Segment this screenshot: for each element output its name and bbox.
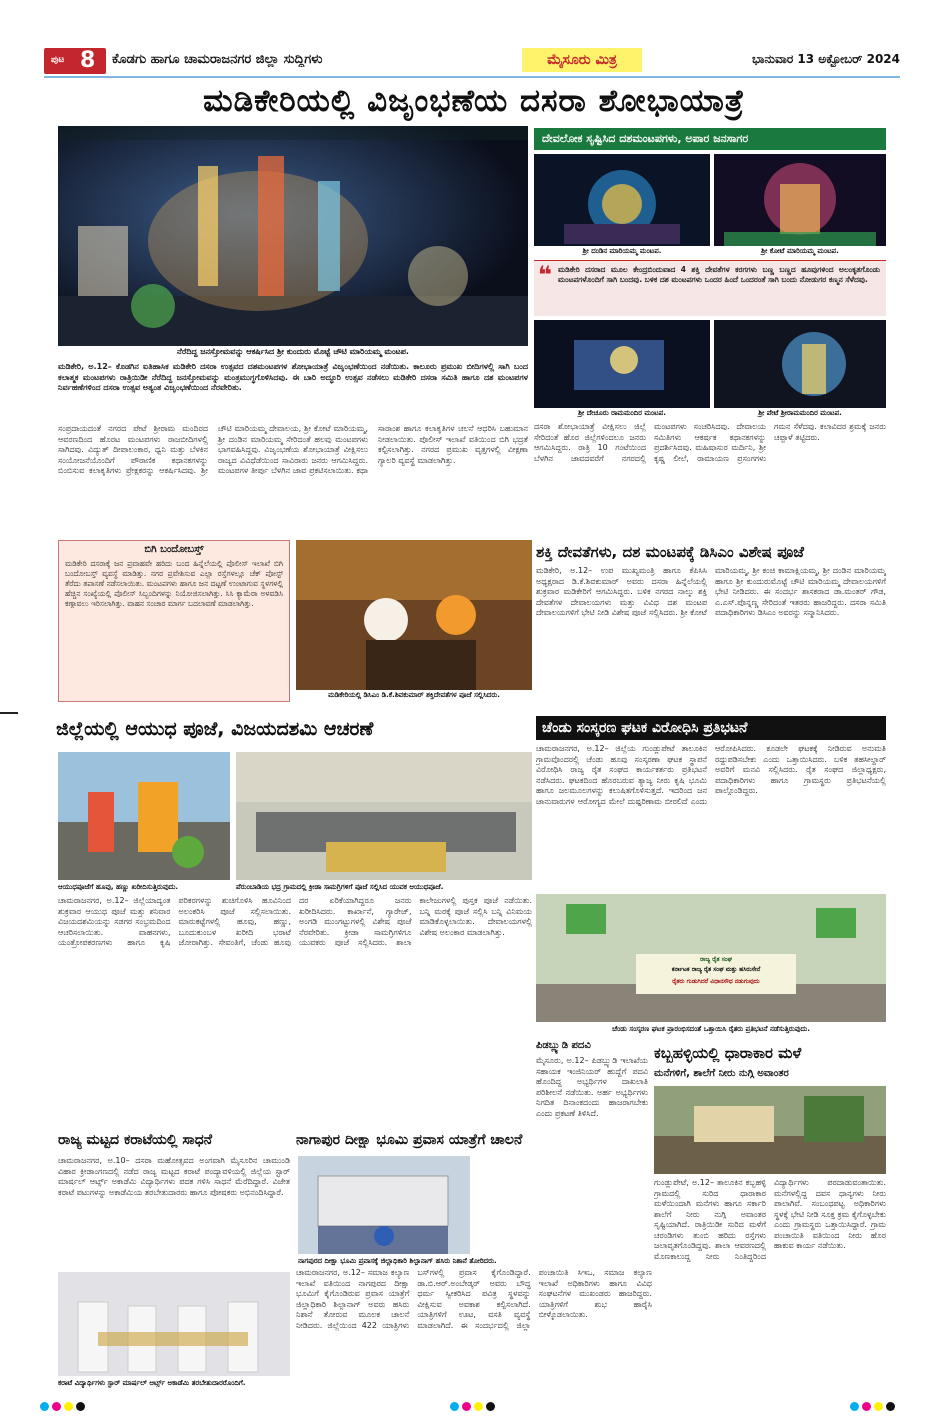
- registration-marks-left: [40, 1402, 110, 1412]
- protest-banner-line-1: ರಾಜ್ಯ ರೈತ ಸಂಘ: [700, 956, 732, 963]
- kabbahalli-headline: ಕಬ್ಬಹಳ್ಳಿಯಲ್ಲಿ ಧಾರಾಕಾರ ಮಳೆ: [654, 1044, 802, 1062]
- nagpur-body: ಚಾಮರಾಜನಗರ, ಅ.12– ಸಮಾಜ ಕಲ್ಯಾಣ ಇಲಾಖೆ ವತಿಯಿಂದ ನಾಗಪುರದ ದೀಕ್ಷಾ ಭೂಮಿಗೆ ಕೈಗೊಂಡಿರುವ ಪ್ರವಾಸ ಯಾತ್ರೆಗೆ ಜಿಲ್ಲಾಧಿಕಾರಿ ಶಿಲ್ಪಾನಾಗ್ ಅವರು ಹಸಿರು ನಿಶಾನೆ ತೋರುವ ಮೂಲಕ ಚಾಲನೆ ನೀಡಿದರು. ಜಿಲ್ಲೆಯಿಂದ 422 ಯಾತ್ರಿಗಳು ಬಸ್‌ಗಳಲ್ಲಿ ಪ್ರವಾಸ ಕೈಗೊಂಡಿದ್ದಾರೆ. ಡಾ.ಬಿ.ಆರ್.ಅಂಬೇಡ್ಕರ್ ಅವರು ಬೌದ್ಧ ಧರ್ಮ ಸ್ವೀಕರಿಸಿದ ಪವಿತ್ರ ಸ್ಥಳವನ್ನು ವೀಕ್ಷಿಸುವ ಅವಕಾಶ ಕಲ್ಪಿಸಲಾಗಿದೆ. ಯಾತ್ರಿಗಳಿಗೆ ಊಟ, ವಸತಿ ವ್ಯವಸ್ಥೆ ಮಾಡಲಾಗಿದೆ. ಈ ಸಂದರ್ಭದಲ್ಲಿ ಜಿಲ್ಲಾ ಪಂಚಾಯಿತಿ ಸಿಇಒ, ಸಮಾಜ ಕಲ್ಯಾಣ ಇಲಾಖೆ ಅಧಿಕಾರಿಗಳು ಹಾಗೂ ವಿವಿಧ ಸಂಘಟನೆಗಳ ಮುಖಂಡರು ಹಾಜರಿದ್ದರು. ಯಾತ್ರಿಗಳಿಗೆ ಶುಭ ಹಾರೈಸಿ ಬೀಳ್ಕೊಡಲಾಯಿತು.: [296, 1268, 652, 1330]
- registration-marks-right: [850, 1402, 920, 1412]
- magenta-dot: [462, 1402, 471, 1411]
- issue-date: ಭಾನುವಾರ 13 ಅಕ್ಟೋಬರ್ 2024: [752, 52, 900, 66]
- karate-photo: [58, 1272, 290, 1376]
- ayudha-caption-1: ಆಯುಧಪೂಜೆಗೆ ಹೂವು, ಹಣ್ಣು ಖರೀದಿಸುತ್ತಿರುವುದು.: [58, 883, 179, 891]
- security-box-body: ಮಡಿಕೇರಿ ದಸರಾಕ್ಕೆ ಜನ ಪ್ರವಾಹವೇ ಹರಿದು ಬಂದ ಹಿನ್ನೆಲೆಯಲ್ಲಿ ಪೊಲೀಸ್ ಇಲಾಖೆ ಬಿಗಿ ಬಂದೋಬಸ್ತ್ ವ್ಯವಸ್ಥೆ ಮಾಡಿತ್ತು. ನಗರ ಪ್ರವೇಶಿಸುವ ಎಲ್ಲಾ ರಸ್ತೆಗಳಲ್ಲೂ ಚೆಕ್ ಪೋಸ್ಟ್ ತೆರೆದು ತಪಾಸಣೆ ನಡೆಸಲಾಯಿತು. ಮಂಟಪಗಳು ಹಾಗೂ ಜನ ದಟ್ಟಣೆ ಉಂಟಾಗುವ ಸ್ಥಳಗಳಲ್ಲಿ ಹೆಚ್ಚಿನ ಸಂಖ್ಯೆಯಲ್ಲಿ ಪೊಲೀಸ್ ಸಿಬ್ಬಂದಿಗಳನ್ನು ನಿಯೋಜಿಸಲಾಗಿತ್ತು. ಸಿಸಿ ಕ್ಯಾಮೆರಾ ಅಳವಡಿಸಿ ಕಣ್ಗಾವಲು ಇರಿಸಲಾಗಿತ್ತು. ವಾಹನ ಸಂಚಾರ ಮಾರ್ಗ ಬದಲಾವಣೆ ಮಾಡಲಾಗಿತ್ತು.: [65, 559, 283, 608]
- mantapa-photo-4: [714, 320, 886, 408]
- shakti-body: ಮಡಿಕೇರಿ, ಅ.12– ಉಪ ಮುಖ್ಯಮಂತ್ರಿ ಹಾಗೂ ಕೆಪಿಸಿಸಿ ಅಧ್ಯಕ್ಷರಾದ ಡಿ.ಕೆ.ಶಿವಕುಮಾರ್ ಅವರು ದಸರಾ ಹಿನ್ನೆಲೆಯಲ್ಲಿ ಶುಕ್ರವಾರ ಮಡಿಕೇರಿಗೆ ಆಗಮಿಸಿದ್ದರು. ಬಳಿಕ ನಗರದ ನಾಲ್ಕು ಶಕ್ತಿ ದೇವತೆಗಳ ದೇವಾಲಯಗಳು ಮತ್ತು ವಿವಿಧ ದಶ ಮಂಟಪ ದೇವಾಲಯಗಳಿಗೆ ಭೇಟಿ ನೀಡಿ ವಿಶೇಷ ಪೂಜೆ ಸಲ್ಲಿಸಿದರು. ಶ್ರೀ ಕೋಟೆ ಮಾರಿಯಮ್ಮ, ಶ್ರೀ ಕಂಚಿ ಕಾಮಾಕ್ಷಿಯಮ್ಮ, ಶ್ರೀ ದಂಡಿನ ಮಾರಿಯಮ್ಮ ಹಾಗೂ ಶ್ರೀ ಕುಂದುರುಮೊಟ್ಟೆ ಚೌಟಿ ಮಾರಿಯಮ್ಮ ದೇವಾಲಯಗಳಿಗೆ ಭೇಟಿ ನೀಡಿದರು. ಈ ಸಂದರ್ಭ ಶಾಸಕರಾದ ಡಾ.ಮಂತರ್ ಗೌಡ, ಎ.ಎಸ್.ಪೊನ್ನಣ್ಣ ಸೇರಿದಂತೆ ಇತರರು ಹಾಜರಿದ್ದರು. ದಸರಾ ಸಮಿತಿ ಪದಾಧಿಕಾರಿಗಳು ಡಿಸಿಎಂ ಅವರನ್ನು ಸನ್ಮಾನಿಸಿದರು.: [536, 566, 886, 617]
- chendu-protest-photo: [536, 894, 886, 1022]
- protest-banner-line-3: ರೈತರು ಗುಡುಗಿದರೆ ವಿಧಾನಸೌಧ ನಡುಗುವುದು: [672, 978, 760, 985]
- nagpur-headline: ನಾಗಾಪುರ ದೀಕ್ಷಾ ಭೂಮಿ ಪ್ರವಾಸ ಯಾತ್ರೆಗೆ ಚಾಲನೆ: [296, 1132, 523, 1148]
- ayudha-photo-2: [236, 752, 532, 880]
- ayudha-body: ಚಾಮರಾಜನಗರ, ಅ.12– ಜಿಲ್ಲೆಯಾದ್ಯಂತ ಶುಕ್ರವಾರ ಆಯುಧ ಪೂಜೆ ಮತ್ತು ಶನಿವಾರ ವಿಜಯದಶಮಿಯನ್ನು ಸಡಗರ ಸಂಭ್ರಮದಿಂದ ಆಚರಿಸಲಾಯಿತು. ವಾಹನಗಳು, ಯಂತ್ರೋಪಕರಣಗಳು ಹಾಗೂ ಕೃಷಿ ಪರಿಕರಗಳನ್ನು ಶುಚಿಗೊಳಿಸಿ ಹೂವಿನಿಂದ ಅಲಂಕರಿಸಿ ಪೂಜೆ ಸಲ್ಲಿಸಲಾಯಿತು. ಮಾರುಕಟ್ಟೆಗಳಲ್ಲಿ ಹೂವು, ಹಣ್ಣು, ಬೂದುಕುಂಬಳ ಖರೀದಿ ಭರಾಟೆ ಜೋರಾಗಿತ್ತು. ಸೇವಂತಿಗೆ, ಚೆಂಡು ಹೂವು ದರ ಏರಿಕೆಯಾಗಿದ್ದರೂ ಜನರು ಖರೀದಿಸಿದರು. ಕಾರ್ಖಾನೆ, ಗ್ಯಾರೇಜ್, ಅಂಗಡಿ ಮುಂಗಟ್ಟುಗಳಲ್ಲಿ ವಿಶೇಷ ಪೂಜೆ ನೆರವೇರಿತು. ಕ್ರೀಡಾ ಸಾಮಗ್ರಿಗಳಿಗೂ ಯುವಕರು ಪೂಜೆ ಸಲ್ಲಿಸಿದರು. ಶಾಲಾ ಕಾಲೇಜುಗಳಲ್ಲಿ ಪುಸ್ತಕ ಪೂಜೆ ನಡೆಯಿತು. ಬನ್ನಿ ಮರಕ್ಕೆ ಪೂಜೆ ಸಲ್ಲಿಸಿ ಬನ್ನಿ ವಿನಿಮಯ ಮಾಡಿಕೊಳ್ಳಲಾಯಿತು. ದೇವಾಲಯಗಳಲ್ಲಿ ವಿಶೇಷ ಅಲಂಕಾರ ಮಾಡಲಾಗಿತ್ತು.: [58, 896, 532, 947]
- section-title: ಕೊಡಗು ಹಾಗೂ ಚಾಮರಾಜನಗರ ಜಿಲ್ಲಾ ಸುದ್ದಿಗಳು: [112, 52, 323, 67]
- lead-body: ಸಂಪ್ರದಾಯದಂತೆ ನಗರದ ಪೇಟೆ ಶ್ರೀರಾಮ ಮಂದಿರದ ಆವರಣದಿಂದ ಹೊರಟ ಮಂಟಪಗಳು ರಾಜಬೀದಿಗಳಲ್ಲಿ ಸಾಗಿದವು. ವಿದ್ಯುತ್ ದೀಪಾಲಂಕಾರ, ಧ್ವನಿ ಮತ್ತು ಬೆಳಕಿನ ಸಂಯೋಜನೆಯೊಂದಿಗೆ ಪೌರಾಣಿಕ ಕಥಾನಕಗಳನ್ನು ಬಿಂಬಿಸುವ ಕಲಾಕೃತಿಗಳು ಪ್ರೇಕ್ಷಕರನ್ನು ಆಕರ್ಷಿಸಿದವು. ಶ್ರೀ ಚೌಟಿ ಮಾರಿಯಮ್ಮ ದೇವಾಲಯ, ಶ್ರೀ ಕೋಟೆ ಮಾರಿಯಮ್ಮ, ಶ್ರೀ ದಂಡಿನ ಮಾರಿಯಮ್ಮ ಸೇರಿದಂತೆ ಹಲವು ಮಂಟಪಗಳು ಭಾಗವಹಿಸಿದ್ದವು. ವಿಜೃಂಭಣೆಯ ಶೋಭಾಯಾತ್ರೆ ವೀಕ್ಷಿಸಲು ರಾಜ್ಯದ ವಿವಿಧೆಡೆಯಿಂದ ಸಾವಿರಾರು ಜನರು ಆಗಮಿಸಿದ್ದರು. ಮಂಟಪಗಳ ತೀರ್ಪು ಬೆಳಗಿನ ಜಾವ ಪ್ರಕಟಿಸಲಾಯಿತು. ಕಥಾ ಸಾರಾಂಶ ಹಾಗೂ ಕಲಾಕೃತಿಗಳ ಚಲನೆ ಆಧರಿಸಿ ಬಹುಮಾನ ನೀಡಲಾಯಿತು. ಪೊಲೀಸ್ ಇಲಾಖೆ ವತಿಯಿಂದ ಬಿಗಿ ಭದ್ರತೆ ಕಲ್ಪಿಸಲಾಗಿತ್ತು. ನಗರದ ಪ್ರಮುಖ ವೃತ್ತಗಳಲ್ಲಿ ವೀಕ್ಷಣಾ ಗ್ಯಾಲರಿ ವ್ಯವಸ್ಥೆ ಮಾಡಲಾಗಿತ್ತು.: [58, 424, 528, 475]
- karate-body: ಚಾಮರಾಜನಗರ, ಅ.10– ದಸರಾ ಮಹೋತ್ಸವದ ಅಂಗವಾಗಿ ಮೈಸೂರಿನ ಚಾಮುಂಡಿ ವಿಹಾರ ಕ್ರೀಡಾಂಗಣದಲ್ಲಿ ನಡೆದ ರಾಜ್ಯ ಮಟ್ಟದ ಕರಾಟೆ ಪಂದ್ಯಾವಳಿಯಲ್ಲಿ ಜಿಲ್ಲೆಯ ಸ್ಟಾರ್ ಮಾರ್ಷಲ್ ಆರ್ಟ್ಸ್ ಅಕಾಡೆಮಿ ವಿದ್ಯಾರ್ಥಿಗಳು ಪದಕ ಗಳಿಸಿ ಸಾಧನೆ ಮೆರೆದಿದ್ದಾರೆ. ವಿಜೇತ ಕರಾಟೆ ಪಟುಗಳನ್ನು ಅಕಾಡೆಮಿಯ ತರಬೇತುದಾರರು ಹಾಗೂ ಪೋಷಕರು ಅಭಿನಂದಿಸಿದ್ದಾರೆ.: [58, 1156, 290, 1197]
- yellow-dot: [64, 1402, 73, 1411]
- pwd-body: ಮೈಸೂರು, ಅ.12– ಪಿಡಬ್ಲ್ಯುಡಿ ಇಲಾಖೆಯ ಸಹಾಯಕ ಇಂಜಿನಿಯರ್ ಹುದ್ದೆಗೆ ಪದವಿ ಹೊಂದಿದ್ದ ಅಭ್ಯರ್ಥಿಗಳ ದಾಖಲಾತಿ ಪರಿಶೀಲನೆ ನಡೆಯಿತು. ಅರ್ಹ ಅಭ್ಯರ್ಥಿಗಳು ನಿಗದಿತ ದಿನಾಂಕದಂದು ಹಾಜರಾಗಬೇಕು ಎಂದು ಪ್ರಕಟಣೆ ತಿಳಿಸಿದೆ.: [536, 1056, 648, 1118]
- left-margin-mark: [0, 712, 18, 714]
- nagpur-photo-caption: ನಾಗಪುರದ ದೀಕ್ಷಾ ಭೂಮಿ ಪ್ರವಾಸಕ್ಕೆ ಜಿಲ್ಲಾಧಿಕಾರಿ ಶಿಲ್ಪಾನಾಗ್ ಹಸಿರು ನಿಶಾನೆ ತೋರಿದರು.: [298, 1257, 497, 1265]
- lead-headline: ಮಡಿಕೇರಿಯಲ್ಲಿ ವಿಜೃಂಭಣೆಯ ದಸರಾ ಶೋಭಾಯಾತ್ರೆ: [203, 83, 745, 119]
- security-box: [58, 540, 290, 702]
- paper-name: ಮೈಸೂರು ಮಿತ್ರ: [522, 48, 642, 72]
- quote-block: [534, 260, 886, 316]
- black-dot: [76, 1402, 85, 1411]
- cyan-dot: [40, 1402, 49, 1411]
- ayudha-headline: ಜಿಲ್ಲೆಯಲ್ಲಿ ಆಯುಧ ಪೂಜೆ, ವಿಜಯದಶಮಿ ಆಚರಣೆ: [56, 718, 374, 740]
- dcm-puja-photo: [296, 540, 532, 690]
- yellow-dot: [474, 1402, 483, 1411]
- karate-photo-caption: ಕರಾಟೆ ವಿದ್ಯಾರ್ಥಿಗಳು ಸ್ಟಾರ್ ಮಾರ್ಷಲ್ ಆರ್ಟ್ಸ್ ಅಕಾಡೆಮಿ ತರಬೇತುದಾರರೊಂದಿಗೆ.: [58, 1379, 246, 1387]
- kabbahalli-flood-photo: [654, 1086, 886, 1174]
- quote-mark-icon: ❝: [538, 261, 553, 289]
- mantapa-caption-4: ಶ್ರೀ ಪೇಟೆ ಶ್ರೀರಾಮಮಂದಿರ ಮಂಟಪ.: [758, 409, 842, 417]
- security-box-title: ಬಿಗಿ ಬಂದೋಬಸ್ತ್: [144, 544, 204, 555]
- chendu-body: ಚಾಮರಾಜನಗರ, ಅ.12– ಜಿಲ್ಲೆಯ ಗುಂಡ್ಲುಪೇಟೆ ತಾಲೂಕಿನ ಗ್ರಾಮವೊಂದರಲ್ಲಿ ಚೆಂಡು ಹೂವು ಸಂಸ್ಕರಣಾ ಘಟಕ ಸ್ಥಾಪನೆ ವಿರೋಧಿಸಿ ರಾಜ್ಯ ರೈತ ಸಂಘದ ಕಾರ್ಯಕರ್ತರು ಪ್ರತಿಭಟನೆ ನಡೆಸಿದರು. ಘಟಕದಿಂದ ಹೊರಬರುವ ತ್ಯಾಜ್ಯ ನೀರು ಕೃಷಿ ಭೂಮಿ ಹಾಗೂ ಜಲಮೂಲಗಳನ್ನು ಕಲುಷಿತಗೊಳಿಸುತ್ತದೆ. ಇದರಿಂದ ಜನ ಜಾನುವಾರುಗಳ ಆರೋಗ್ಯದ ಮೇಲೆ ದುಷ್ಪರಿಣಾಮ ಬೀರಲಿದೆ ಎಂದು ಆರೋಪಿಸಿದರು. ಕೂಡಲೇ ಘಟಕಕ್ಕೆ ನೀಡಿರುವ ಅನುಮತಿ ರದ್ದುಪಡಿಸಬೇಕು ಎಂದು ಒತ್ತಾಯಿಸಿದರು. ಬಳಿಕ ತಹಸೀಲ್ದಾರ್ ಅವರಿಗೆ ಮನವಿ ಸಲ್ಲಿಸಿದರು. ರೈತ ಸಂಘದ ಜಿಲ್ಲಾಧ್ಯಕ್ಷರು, ಪದಾಧಿಕಾರಿಗಳು ಹಾಗೂ ಗ್ರಾಮಸ್ಥರು ಪ್ರತಿಭಟನೆಯಲ್ಲಿ ಪಾಲ್ಗೊಂಡಿದ್ದರು.: [536, 744, 886, 806]
- quote-text: ಮಡಿಕೇರಿ ದಸರಾದ ಮೂಲ ಕೇಂದ್ರಬಿಂದುವಾದ 4 ಶಕ್ತಿ ದೇವತೆಗಳ ಕರಗಗಳು ಬಣ್ಣ ಬಣ್ಣದ ಹೂವುಗಳಿಂದ ಅಲಂಕೃತಗೊಂಡು ಮಂಟಪಗಳೊಂದಿಗೆ ಸಾಗಿ ಬಂದವು. ಬಳಿಕ ದಶ ಮಂಟಪಗಳು ಒಂದರ ಹಿಂದೆ ಒಂದರಂತೆ ಸಾಗಿ ಬಂದು ನೋಡುಗರ ಕಣ್ಮನ ಸೆಳೆದವು.: [558, 265, 880, 284]
- cyan-dot: [850, 1402, 859, 1411]
- ayudha-photo-1: [58, 752, 230, 880]
- page-number: 8: [80, 48, 96, 73]
- chendu-headline: ಚೆಂಡು ಸಂಸ್ಕರಣ ಘಟಕ ವಿರೋಧಿಸಿ ಪ್ರತಿಭಟನೆ: [536, 716, 886, 740]
- dcm-puja-caption: ಮಡಿಕೇರಿಯಲ್ಲಿ ಡಿಸಿಎಂ ಡಿ.ಕೆ.ಶಿವಕುಮಾರ್ ಶಕ್ತಿದೇವತೆಗಳ ಪೂಜೆ ಸಲ್ಲಿಸಿದರು.: [328, 691, 500, 699]
- protest-banner-line-2: ಕರ್ನಾಟಕ ರಾಜ್ಯ ರೈತ ಸಂಘ ಮತ್ತು ಹಸಿರುಸೇನೆ: [671, 966, 761, 973]
- masthead: [44, 46, 900, 76]
- chendu-photo-caption: ಚೆಂಡು ಸಂಸ್ಕರಣ ಘಟಕ ಪ್ರಾರಂಭಿಸದಂತೆ ಒತ್ತಾಯಿಸಿ ರೈತರು ಪ್ರತಿಭಟನೆ ನಡೆಸುತ್ತಿರುವುದು.: [612, 1025, 810, 1033]
- lead-intro: ಮಡಿಕೇರಿ, ಅ.12– ಕೊಡಗಿನ ಐತಿಹಾಸಿಕ ಮಡಿಕೇರಿ ದಸರಾ ಉತ್ಸವದ ದಶಮಂಟಪಗಳ ಶೋಭಾಯಾತ್ರೆ ವಿಜೃಂಭಣೆಯಿಂದ ನಡೆಯಿತು. ಕಾಲೂರು ಪ್ರಮುಖ ಬೀದಿಗಳಲ್ಲಿ ಸಾಗಿ ಬಂದ ಕಲಾತ್ಮಕ ಮಂಟಪಗಳು ರಾತ್ರಿಯಿಡೀ ನೆರೆದಿದ್ದ ಜನಸ್ತೋಮವನ್ನು ಮಂತ್ರಮುಗ್ಧಗೊಳಿಸಿದವು. ಈ ಬಾರಿ ಅದ್ಧೂರಿ ಉತ್ಸವ ನಡೆಸಲು ಮಡಿಕೇರಿ ದಸರಾ ಸಮಿತಿ ಹಾಗೂ ದಶ ಮಂಟಪಗಳ ನಿರ್ವಹಣೆಗಳಿಂದ ದಸರಾ ಉತ್ಸವ ಅತ್ಯಂತ ವಿಜೃಂಭಣೆಯಿಂದ ನೆರವೇರಿತು.: [58, 362, 528, 392]
- karate-headline: ರಾಜ್ಯ ಮಟ್ಟದ ಕರಾಟೆಯಲ್ಲಿ ಸಾಧನೆ: [58, 1132, 213, 1148]
- masthead-rule: [44, 76, 900, 78]
- mantapa-photo-2: [714, 154, 886, 246]
- yellow-dot: [874, 1402, 883, 1411]
- mantapa-photo-1: [534, 154, 710, 246]
- mantapa-caption-3: ಶ್ರೀ ದೇಚೂರು ರಾಮಮಂದಿರ ಮಂಟಪ.: [578, 409, 666, 417]
- registration-marks-center: [450, 1402, 520, 1412]
- page-label: ಪುಟ: [51, 55, 65, 65]
- page-number-badge: [44, 48, 106, 74]
- cyan-dot: [450, 1402, 459, 1411]
- lead-photo-caption: ನೆರೆದಿದ್ದ ಜನಸ್ತೋಮವನ್ನು ಆಕರ್ಷಿಸಿದ ಶ್ರೀ ಕುಂದುರು ಮೊಟ್ಟೆ ಚೌಟಿ ಮಾರಿಯಮ್ಮ ಮಂಟಪ.: [177, 347, 409, 356]
- black-dot: [886, 1402, 895, 1411]
- kabbahalli-body: ಗುಂಡ್ಲುಪೇಟೆ, ಅ.12– ತಾಲೂಕಿನ ಕಬ್ಬಹಳ್ಳಿ ಗ್ರಾಮದಲ್ಲಿ ಸುರಿದ ಧಾರಾಕಾರ ಮಳೆಯಿಂದಾಗಿ ಮನೆಗಳು ಹಾಗೂ ಸರ್ಕಾರಿ ಶಾಲೆಗೆ ನೀರು ನುಗ್ಗಿ ಅವಾಂತರ ಸೃಷ್ಟಿಯಾಗಿದೆ. ರಾತ್ರಿಯಿಡೀ ಸುರಿದ ಮಳೆಗೆ ಚರಂಡಿಗಳು ತುಂಬಿ ಹರಿದು ರಸ್ತೆಗಳು ಜಲಾವೃತಗೊಂಡಿದ್ದವು. ಶಾಲಾ ಆವರಣದಲ್ಲಿ ಮೊಣಕಾಲುದ್ದ ನೀರು ನಿಂತಿದ್ದರಿಂದ ವಿದ್ಯಾರ್ಥಿಗಳು ಪರದಾಡುವಂತಾಯಿತು. ಮನೆಗಳಲ್ಲಿದ್ದ ದವಸ ಧಾನ್ಯಗಳು ನೀರು ಪಾಲಾಗಿವೆ. ಸಂಬಂಧಪಟ್ಟ ಅಧಿಕಾರಿಗಳು ಸ್ಥಳಕ್ಕೆ ಭೇಟಿ ನೀಡಿ ಸೂಕ್ತ ಕ್ರಮ ಕೈಗೊಳ್ಳಬೇಕು ಎಂದು ಗ್ರಾಮಸ್ಥರು ಒತ್ತಾಯಿಸಿದ್ದಾರೆ. ಗ್ರಾಮ ಪಂಚಾಯಿತಿ ವತಿಯಿಂದ ನೀರು ಹೊರ ಹಾಕುವ ಕಾರ್ಯ ನಡೆಯಿತು.: [654, 1178, 886, 1261]
- lead-photo: [58, 126, 528, 346]
- magenta-dot: [52, 1402, 61, 1411]
- kabbahalli-subhead: ಮನೆಗಳಿಗೆ, ಶಾಲೆಗೆ ನೀರು ನುಗ್ಗಿ ಅವಾಂತರ: [654, 1068, 789, 1079]
- nagpur-bus-photo: [298, 1156, 470, 1254]
- mantapa-photo-3: [534, 320, 710, 408]
- magenta-dot: [862, 1402, 871, 1411]
- mantapa-caption-2: ಶ್ರೀ ಕೋಟೆ ಮಾರಿಯಮ್ಮ ಮಂಟಪ.: [761, 247, 839, 255]
- right-top-body: ದಸರಾ ಶೋಭಾಯಾತ್ರೆ ವೀಕ್ಷಿಸಲು ಜಿಲ್ಲೆ ಸೇರಿದಂತೆ ಹೊರ ಜಿಲ್ಲೆಗಳಿಂದಲೂ ಜನರು ಆಗಮಿಸಿದ್ದರು. ರಾತ್ರಿ 10 ಗಂಟೆಯಿಂದ ಬೆಳಗಿನ ಜಾವದವರೆಗೆ ನಗರದಲ್ಲಿ ಮಂಟಪಗಳು ಸಂಚರಿಸಿದವು. ದೇವಾಲಯ ಸಮಿತಿಗಳು ಆಕರ್ಷಕ ಕಥಾನಕಗಳನ್ನು ಪ್ರದರ್ಶಿಸಿದವು. ಮಹಿಷಾಸುರ ಮರ್ದಿನಿ, ಶ್ರೀ ಕೃಷ್ಣ ಲೀಲೆ, ರಾಮಾಯಣ ಪ್ರಸಂಗಗಳು ಗಮನ ಸೆಳೆದವು. ಕಲಾವಿದರ ಶ್ರಮಕ್ಕೆ ಜನರು ಚಪ್ಪಾಳೆ ತಟ್ಟಿದರು.: [534, 422, 886, 463]
- ayudha-caption-2: ಪೆರುಂಬಾಡಿಯ ಭದ್ರ ಗ್ರಾಮದಲ್ಲಿ ಕ್ರೀಡಾ ಸಾಮಗ್ರಿಗಳಿಗೆ ಪೂಜೆ ಸಲ್ಲಿಸಿದ ಯುವಕ ಆಯುಧಪೂಜೆ.: [236, 883, 444, 891]
- black-dot: [486, 1402, 495, 1411]
- right-top-banner: ದೇವಲೋಕ ಸೃಷ್ಟಿಸಿದ ದಶಮಂಟಪಗಳು, ಅಪಾರ ಜನಸಾಗರ: [534, 128, 886, 150]
- mantapa-caption-1: ಶ್ರೀ ದಂಡಿನ ಮಾರಿಯಮ್ಮ ಮಂಟಪ.: [582, 247, 662, 255]
- shakti-headline: ಶಕ್ತಿ ದೇವತೆಗಳು, ದಶ ಮಂಟಪಕ್ಕೆ ಡಿಸಿಎಂ ವಿಶೇಷ ಪೂಜೆ: [536, 543, 804, 561]
- pwd-headline: ಪಿಡಬ್ಲ್ಯುಡಿ ಪದವಿ: [536, 1040, 591, 1051]
